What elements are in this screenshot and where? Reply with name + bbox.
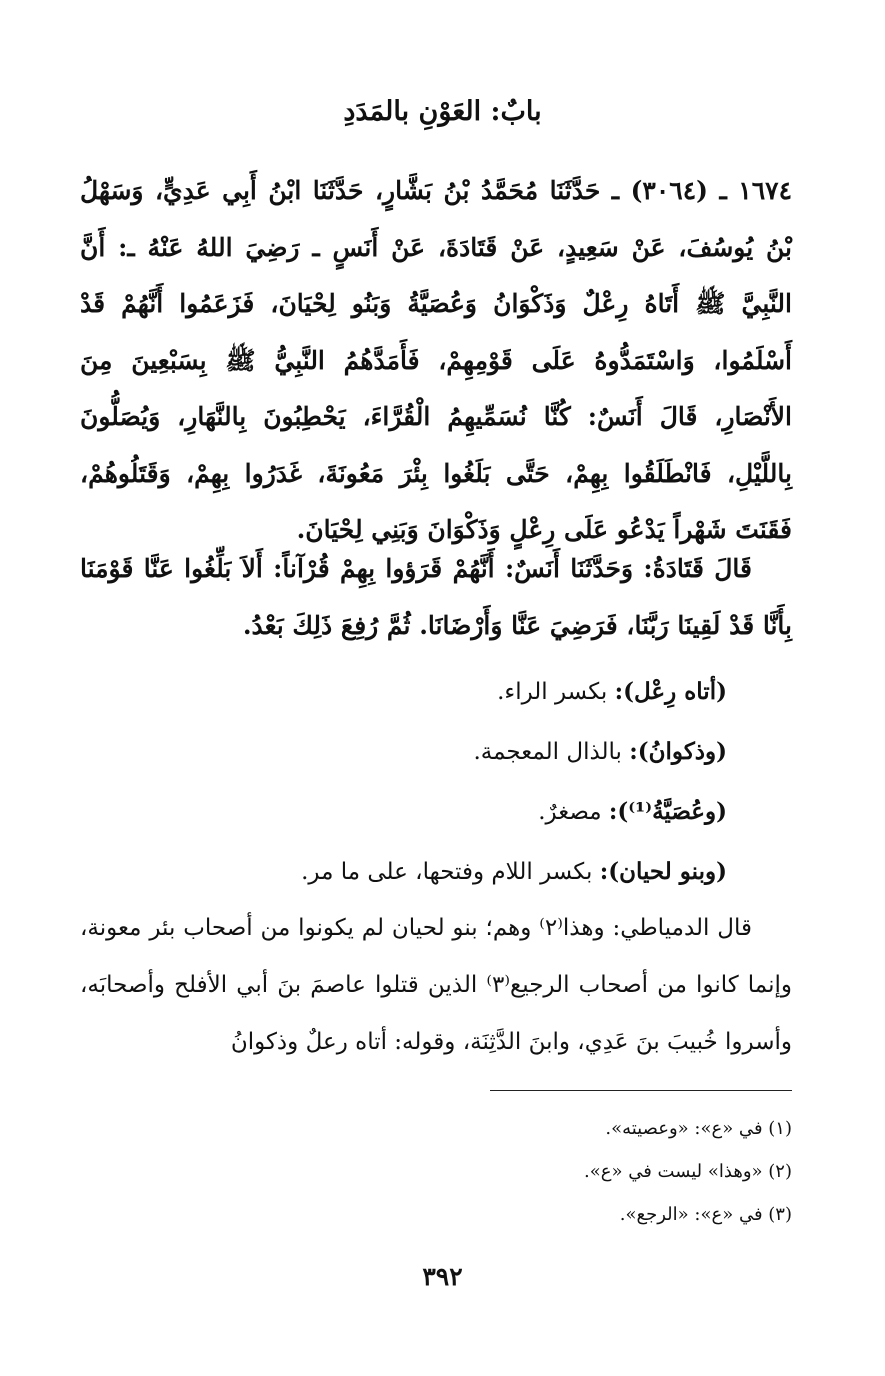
footnote: (٣) في «ع»: «الرجع». (619, 1204, 792, 1225)
footnote: (١) في «ع»: «وعصيته». (605, 1118, 792, 1139)
footnote-divider (490, 1090, 792, 1091)
gloss-explanation: مصغرٌ. (538, 799, 609, 825)
footnote: (٢) «وهذا» ليست في «ع». (583, 1161, 792, 1182)
gloss-term: (أتاه رِعْل): (614, 678, 727, 705)
gloss-term: (وبنو لحيان): (599, 858, 727, 885)
gloss-explanation: بكسر الراء. (497, 679, 615, 705)
gloss-item (80, 842, 792, 902)
footnotes (80, 1107, 792, 1236)
gloss-item (80, 782, 792, 842)
gloss-explanation: بكسر اللام وفتحها، على ما مر. (301, 859, 600, 885)
chapter-heading: بابٌ: العَوْنِ بالمَدَدِ (343, 96, 542, 127)
gloss-explanation: بالذال المعجمة. (473, 739, 630, 765)
commentary-paragraph: قال الدمياطي: وهذا⁽٢⁾ وهم؛ بنو لحيان لم يكونوا من أصحاب بئر معونة، وإنما كانوا من أصحاب الرجيع⁽٣⁾ الذين قتلوا عاصمَ بنَ أبي الأفلح وأصحابَه، وأسروا خُبيبَ بنَ عَدِي، وابنَ الدَّثِنَة، وقوله: أتاه رعلٌ وذكوانُ (80, 915, 792, 1055)
gloss-item (80, 722, 792, 782)
hadith-text: ١٦٧٤ ـ (٣٠٦٤) ـ حَدَّثَنَا مُحَمَّدُ بْنُ بَشَّارٍ، حَدَّثَنَا ابْنُ أَبِي عَدِيٍّ، وَسَهْلُ بْنُ يُوسُفَ، عَنْ سَعِيدٍ، عَنْ قَتَادَةَ، عَنْ أَنَسٍ ـ رَضِيَ اللهُ عَنْهُ ـ: أَنَّ النَّبِيَّ ﷺ أَتَاهُ رِعْلٌ وَذَكْوَانُ وَعُصَيَّةُ وَبَنُو لِحْيَانَ، فَزَعَمُوا أَنَّهُمْ قَدْ أَسْلَمُوا، وَاسْتَمَدُّوهُ عَلَى قَوْمِهِمْ، فَأَمَدَّهُمُ النَّبِيُّ ﷺ بِسَبْعِينَ مِنَ الأَنْصَارِ، قَالَ أَنَسٌ: كُنَّا نُسَمِّيهِمُ الْقُرَّاءَ، يَحْطِبُونَ بِالنَّهَارِ، وَيُصَلُّونَ بِاللَّيْلِ، فَانْطَلَقُوا بِهِمْ، حَتَّى بَلَغُوا بِئْرَ مَعُونَةَ، غَدَرُوا بِهِمْ، وَقَتَلُوهُمْ، فَقَنَتَ شَهْراً يَدْعُو عَلَى رِعْلٍ وَذَكْوَانَ وَبَنِي لِحْيَانَ. (80, 176, 792, 544)
gloss-item (80, 662, 792, 722)
gloss-term: (وعُصَيَّةُ⁽¹⁾): (608, 798, 727, 825)
page-number: ٣٩٢ (422, 1262, 463, 1291)
gloss-list (80, 662, 792, 902)
qatada-narration: قَالَ قَتَادَةُ: وَحَدَّثَنَا أَنَسٌ: أَنَّهُمْ قَرَؤوا بِهِمْ قُرْآناً: أَلاَ بَلِّغُوا عَنَّا قَوْمَنَا بِأَنَّا قَدْ لَقِينَا رَبَّنَا، فَرَضِيَ عَنَّا وَأَرْضَانَا. ثُمَّ رُفِعَ ذَلِكَ بَعْدُ. (80, 554, 792, 640)
gloss-term: (وذكوانُ): (629, 738, 727, 765)
